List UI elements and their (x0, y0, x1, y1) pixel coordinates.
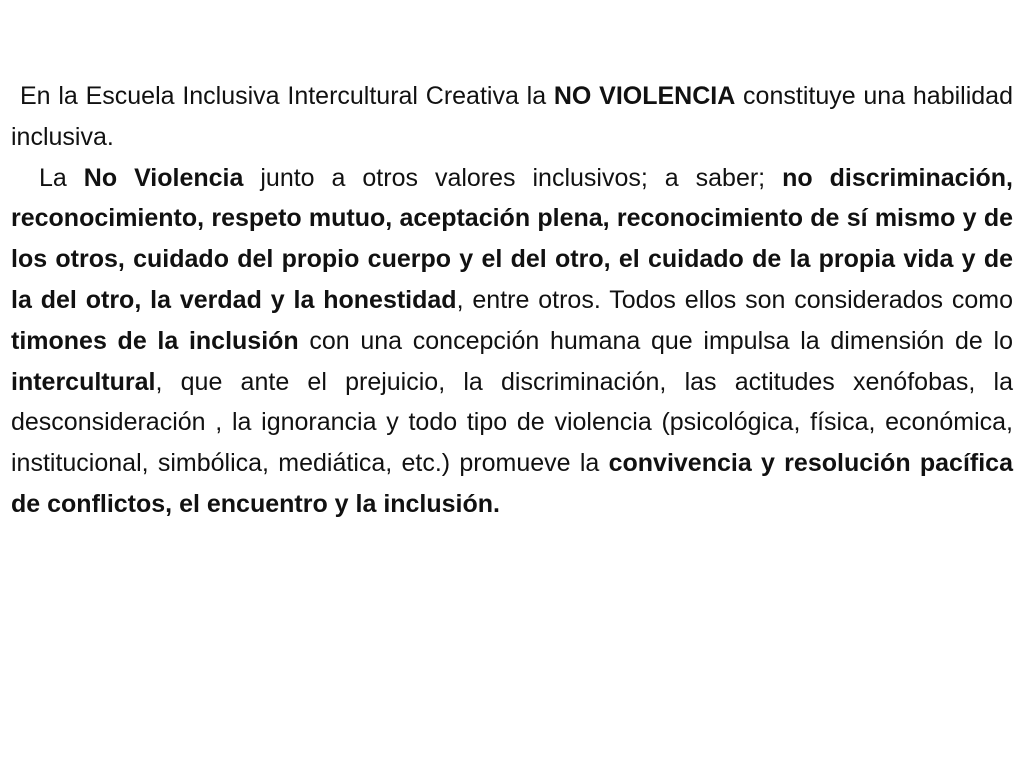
paragraph-2-emphasis: timones de la inclusión (11, 326, 299, 355)
paragraph-2-emphasis: intercultural (11, 367, 156, 396)
paragraph-2-emphasis: No Violencia (83, 163, 244, 192)
paragraph-2-run: junto a otros valores inclusivos; a saber; (243, 163, 783, 192)
paragraph-1-run: constituye una habilidad inclusiva. (11, 82, 1013, 151)
paragraph-2-run: , entre otros. Todos ellos son considerados como (456, 285, 1013, 314)
paragraph-2 (11, 158, 1013, 525)
text-block (11, 76, 1013, 525)
paragraph-2-run: La (39, 163, 84, 192)
paragraph-2-run: , que ante el prejuicio, la discriminación, las actitudes xenófobas, la desconsideración , la ignorancia y todo tipo de violencia (psicológica, física, económica, institucional, simbólica, mediática, etc.) promueve la (11, 367, 1013, 478)
paragraph-2-emphasis: no discriminación, reconocimiento, respeto mutuo, aceptación plena, reconocimiento de sí mismo y de los otros, cuidado del propio cuerpo y el del otro, el cuidado de la propia vida y de la del otro, la verdad y la honestidad (11, 163, 1014, 314)
paragraph-2-run: con una concepción humana que impulsa la dimensión de lo (298, 326, 1013, 355)
paragraph-2-emphasis: convivencia y resolución pacífica de conflictos, el encuentro y la inclusión. (11, 449, 1013, 518)
paragraph-1 (11, 76, 1013, 158)
paragraph-1-run: En la Escuela Inclusiva Intercultural Creativa la (20, 82, 554, 110)
paragraph-1-emphasis: NO VIOLENCIA (553, 82, 736, 110)
